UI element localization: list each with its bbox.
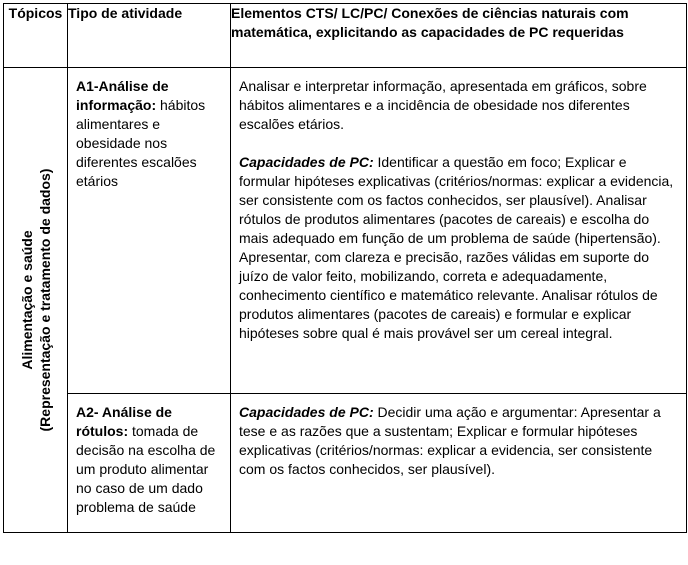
cap-text-a1: Identificar a questão em foco; Explicar e formular hipóteses explicativas (critérios/normas: explicar a evidencia, ser consistente com os factos conhecidos, ser plausível). Analisar rótulos de produtos alimentares (pacotes de careais) e escolha do mais adequado em função de um problema de saúde (hipertensão). Apresentar, com clareza e precisão, razões válidas em suporte do juízo de valor feito, mobilizando, correta e adequadamente, conhecimento científico e matemático relevante. Analisar rótulos de produtos alimentares (pacotes de careais) e formular e explicar hipóteses sobre qual é mais provável ser um cereal integral. bbox=[239, 154, 674, 341]
header-topics: Tópicos bbox=[4, 4, 68, 68]
cap-text-a2: Decidir uma ação e argumentar: Apresentar a tese e as razões que a sustentam; Explicar e formular hipóteses explicativas (critérios/normas: explicar a evidencia, ser consistente com os factos conhecidos, ser plausível). bbox=[239, 404, 661, 477]
activity-desc-a1: hábitos alimentares e obesidade nos diferentes escalões etários bbox=[76, 97, 206, 189]
header-elements: Elementos CTS/ LC/PC/ Conexões de ciências naturais com matemática, explicitando as capacidades de PC requeridas bbox=[231, 4, 687, 68]
topic-subtitle: (Representação e tratamento de dados) bbox=[36, 168, 53, 432]
capacities-a1 bbox=[239, 153, 678, 343]
topic-cell bbox=[4, 68, 68, 533]
topic-title: Alimentação e saúde bbox=[18, 230, 35, 370]
activity-desc-a2: tomada de decisão na escolha de um produto alimentar no caso de um dado problema de saúde bbox=[76, 423, 216, 515]
activity-title-a2: A2- Análise de rótulos: bbox=[76, 404, 172, 439]
cap-label-a1: Capacidades de PC: bbox=[239, 154, 374, 170]
topic-label bbox=[18, 80, 54, 520]
activity-cell-a1 bbox=[68, 68, 231, 394]
table-row-a2 bbox=[4, 394, 687, 533]
activity-title-a1: A1-Análise de informação: bbox=[76, 78, 169, 113]
header-activity-type: Tipo de atividade bbox=[68, 4, 231, 68]
intro-a1: Analisar e interpretar informação, apresentada em gráficos, sobre hábitos alimentares e a incidência de obesidade nos diferentes escalões etários. bbox=[239, 78, 647, 132]
activity-cell-a2 bbox=[68, 394, 231, 533]
table-row-a1 bbox=[4, 68, 687, 394]
cap-label-a2: Capacidades de PC: bbox=[239, 404, 374, 420]
capacities-a2 bbox=[239, 403, 678, 479]
content-cell-a1 bbox=[231, 68, 687, 394]
header-row bbox=[4, 4, 687, 68]
content-cell-a2 bbox=[231, 394, 687, 533]
activities-table bbox=[3, 3, 687, 533]
